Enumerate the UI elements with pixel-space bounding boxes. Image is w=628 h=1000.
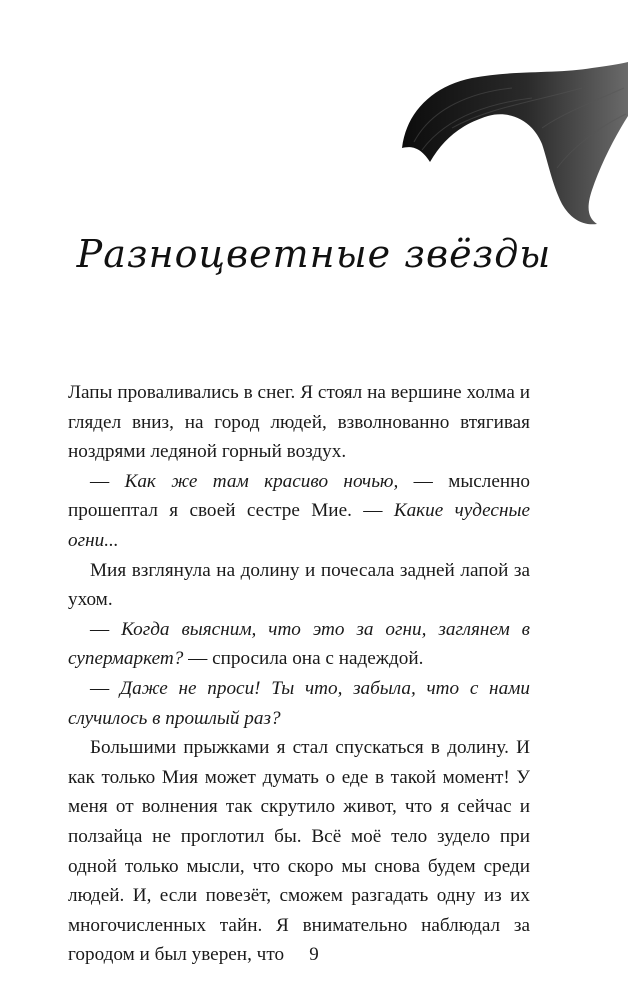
paragraph-run: — — [90, 677, 120, 699]
paragraph — [68, 556, 530, 615]
paragraph-italic-run: Какие чудесные огни... — [68, 500, 530, 551]
wolf-tail-illustration — [392, 58, 628, 228]
paragraph — [68, 378, 530, 467]
paragraph-run: — мысленно прошептал я своей сестре Мие. — — [68, 470, 531, 522]
paragraph-italic-run: Когда выясним, что это за огни, заглянем в супермаркет? — [68, 618, 530, 670]
paragraph-run: Большими прыжками я стал спускаться в долину. И как только Мия может думать о еде в такой момент! У меня от волнения так скрутило живот, что я сейчас и ползайца не проглотил бы. Всё моё тело зудело при одной только мысли, что скоро мы снова будем среди людей. И, если повезёт, сможем разгадать одну из их многочисленных тайн. Я внимательно наблюдал за городом и был уверен, что — [68, 737, 530, 966]
paragraph-run: Лапы проваливались в снег. Я стоял на вершине холма и глядел вниз, на город людей, взволнованно втягивая ноздрями ледяной горный воздух. — [68, 382, 530, 463]
chapter-title: Разноцветные звёзды — [76, 232, 552, 276]
paragraph-run: — — [90, 618, 122, 640]
paragraph — [68, 615, 530, 674]
page-number: 9 — [309, 944, 319, 965]
paragraph-run: — спросила она с надеждой. — [183, 648, 424, 670]
paragraph — [68, 467, 530, 556]
paragraph-run: — — [90, 470, 125, 492]
paragraph-italic-run: Даже не проси! Ты что, забыла, что с нами случилось в прошлый раз? — [68, 677, 531, 729]
paragraph — [68, 674, 530, 733]
paragraph — [68, 733, 530, 970]
body-text — [68, 378, 530, 970]
paragraph-run: Мия взглянула на долину и почесала задней лапой за ухом. — [68, 559, 530, 611]
paragraph-italic-run: Как же там красиво ночью, — [124, 470, 399, 492]
